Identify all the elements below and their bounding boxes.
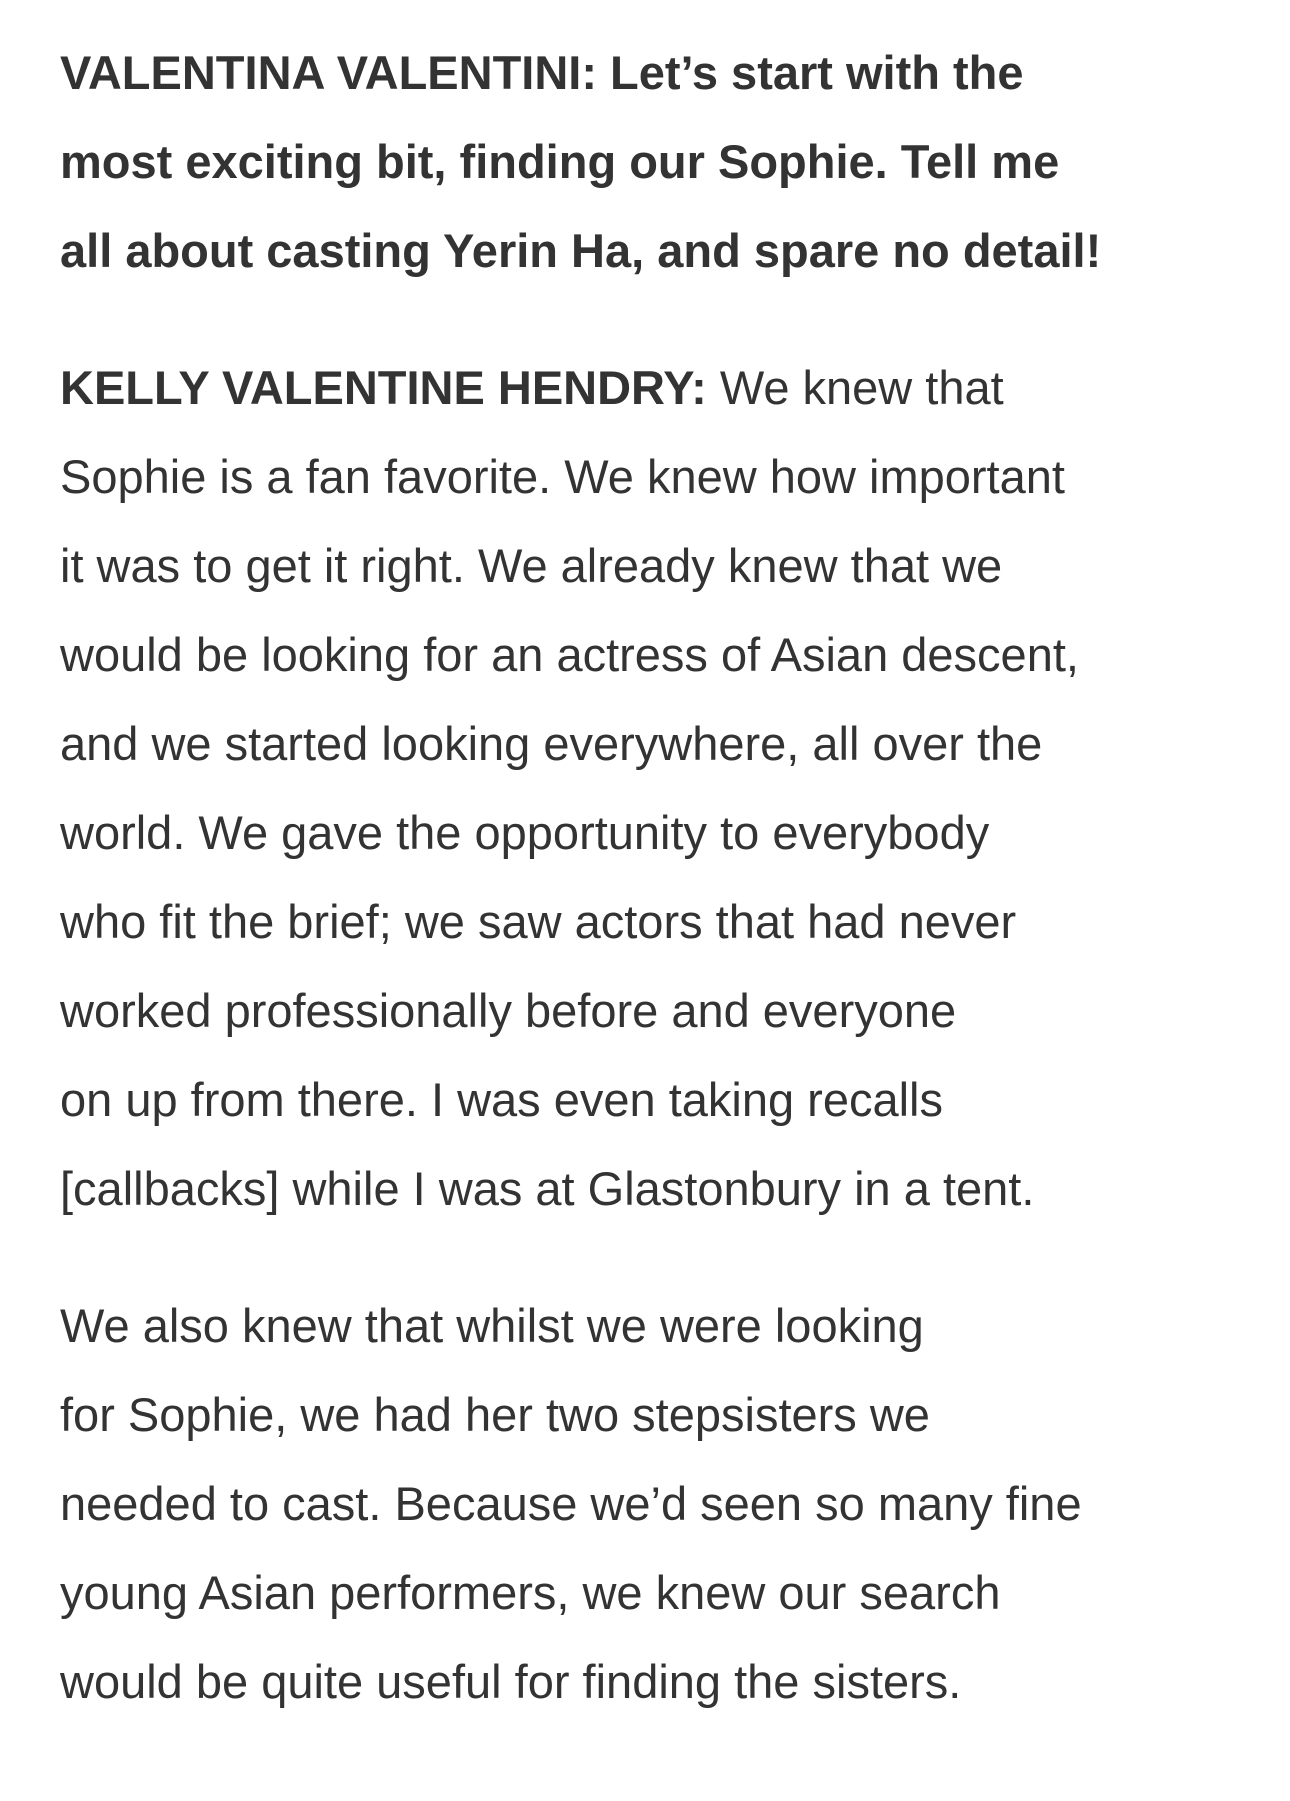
article-body xyxy=(60,28,1240,1726)
paragraph-line: needed to cast. Because we’d seen so many fine xyxy=(60,1477,1082,1530)
interview-answer xyxy=(60,343,1240,1233)
question-line: most exciting bit, finding our Sophie. Tell me xyxy=(60,135,1060,188)
answer-line: world. We gave the opportunity to everybody xyxy=(60,806,990,859)
question-line: all about casting Yerin Ha, and spare no detail! xyxy=(60,224,1102,277)
answer-first-line xyxy=(60,343,1240,432)
paragraph-line: for Sophie, we had her two stepsisters we xyxy=(60,1388,930,1441)
answer-line: on up from there. I was even taking recalls xyxy=(60,1073,943,1126)
interview-question xyxy=(60,28,1240,295)
paragraph-gap xyxy=(60,1233,1240,1281)
speaker-name: KELLY VALENTINE HENDRY: xyxy=(60,361,707,414)
answer-line: [callbacks] while I was at Glastonbury in a tent. xyxy=(60,1162,1035,1215)
answer-line: Sophie is a fan favorite. We knew how important xyxy=(60,450,1065,503)
paragraph-line: We also knew that whilst we were looking xyxy=(60,1299,924,1352)
answer-line: who fit the brief; we saw actors that had never xyxy=(60,895,1017,948)
answer-first-line-text: We knew that xyxy=(706,361,1004,414)
answer-line: it was to get it right. We already knew that we xyxy=(60,539,1003,592)
question-line: VALENTINA VALENTINI: Let’s start with the xyxy=(60,46,1024,99)
answer-paragraph xyxy=(60,1281,1240,1726)
answer-line: worked professionally before and everyone xyxy=(60,984,957,1037)
answer-line: would be looking for an actress of Asian descent, xyxy=(60,628,1079,681)
paragraph-line: would be quite useful for finding the sisters. xyxy=(60,1655,962,1708)
paragraph-gap xyxy=(60,295,1240,343)
paragraph-line: young Asian performers, we knew our search xyxy=(60,1566,1001,1619)
answer-line: and we started looking everywhere, all over the xyxy=(60,717,1043,770)
